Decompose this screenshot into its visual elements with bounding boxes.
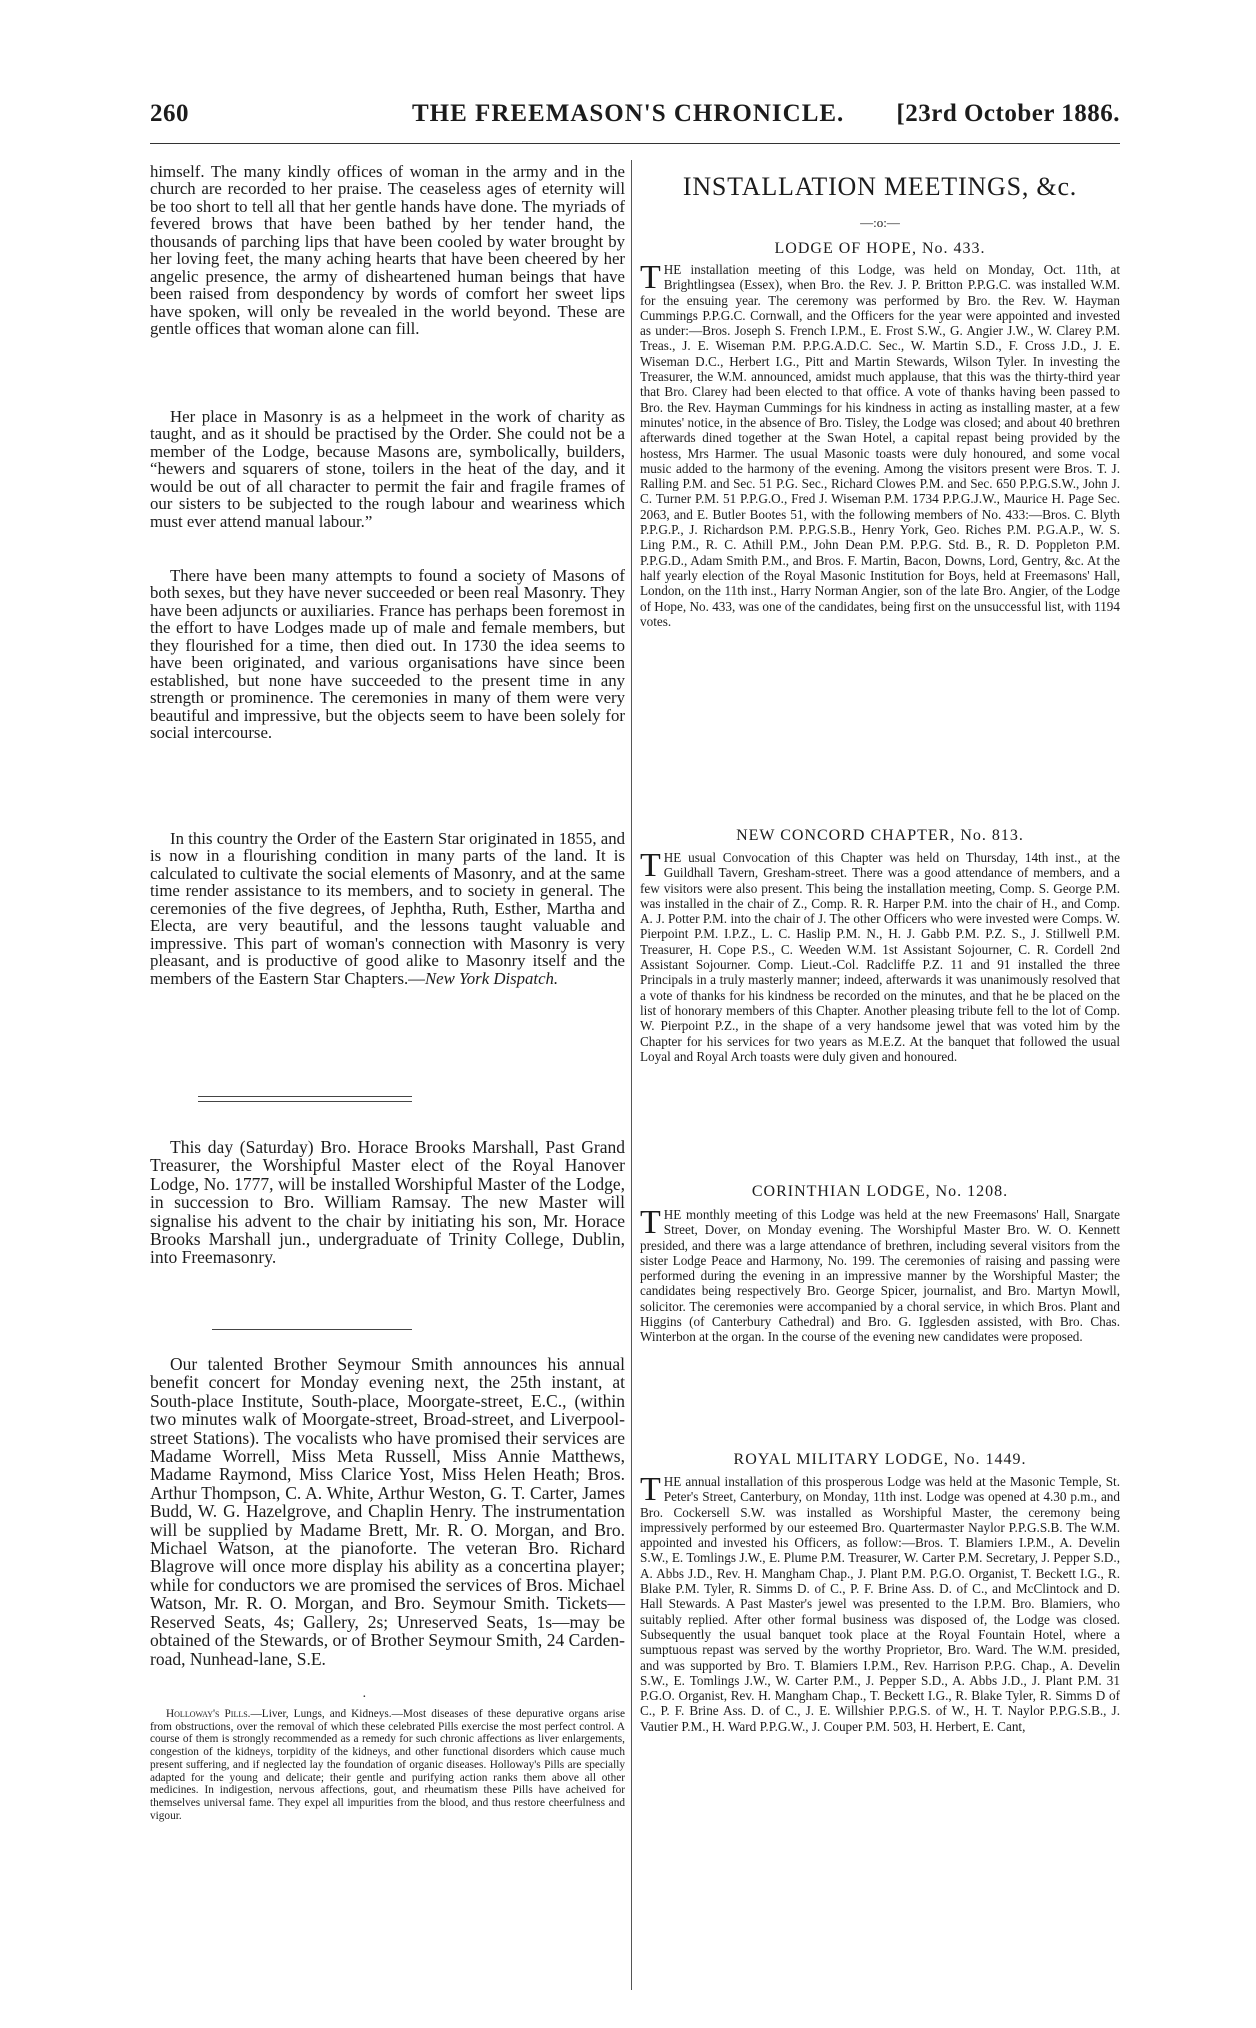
section-heading-royal-military: ROYAL MILITARY LODGE, No. 1449. bbox=[733, 1451, 1027, 1468]
article-source: New York Dispatch. bbox=[424, 968, 559, 988]
article-paragraph-4-text: In this country the Order of the Eastern Star originated in 1855, and is now in a flourishing condition in many parts of the land. It is calculated to cultivate the social elements of Masonry, and at the same time render assistance to its members, and to society in general. The ceremonies of the five degrees, of Jephtha, Ruth, Esther, Martha and Electa, are very beautiful, and the lessons taught valuable and impressive. This part of woman's connection with Masonry is very pleasant, and is productive of good alike to Masonry itself and the members of the Eastern Star Chapters.— bbox=[150, 829, 625, 988]
section-text-new-concord bbox=[640, 847, 1120, 1064]
section-divider-1 bbox=[198, 1096, 412, 1102]
page-header bbox=[150, 100, 1120, 136]
article-paragraph-2: Her place in Masonry is as a helpmeet in the work of charity as taught, and as it should be practised by the Order. She could not be a member of the Lodge, because Masons are, symbolically, builders, “hewers and squarers of stone, toilers in the heat of the day, and it would be out of all character to permit the fair and fragile frames of our sisters to be subjected to the rough labour and weariness which must ever attend manual labour.” bbox=[150, 407, 625, 531]
ornament-mark: · bbox=[362, 1690, 367, 1705]
drop-cap: T bbox=[640, 1204, 661, 1241]
holloway-advert bbox=[150, 1708, 625, 1822]
publication-title: THE FREEMASON'S CHRONICLE. bbox=[412, 100, 845, 127]
header-rule bbox=[150, 143, 1120, 144]
drop-cap: T bbox=[640, 259, 661, 296]
drop-cap: T bbox=[640, 847, 661, 884]
section-body: HE annual installation of this prosperous Lodge was held at the Masonic Temple, St. Peter's Street, Canterbury, on Monday, 11th inst. Lodge was opened at 4.30 p.m., and Bro. Cockersell S.W. was installed as Worshipful Master, the ceremony being impressively performed by our esteemed Bro. Quartermaster Naylor P.P.G.S.B. The W.M. appointed and invested his Officers, as follow:—Bros. T. Blamiers I.P.M., A. Develin S.W., E. Tomlings J.W., E. Plume P.M. Treasurer, W. Carter P.M. Secretary, J. Pepper S.D., A. Abbs J.D., Rev. H. Mangham Chap., J. Plant P.M. P.G.O. Organist, T. Beckett I.G., R. Blake P.M. Tyler, R. Simms D. of C., P. F. Brine Ass. D. of C., and McClintock and D. Hall Stewards. A Past Master's jewel was presented to the I.P.M. Bro. Blamiers, who suitably replied. After other formal business was disposed of, the Lodge was closed. Subsequently the usual banquet took place at the Royal Fountain Hotel, where a sumptuous repast was served by the worthy Proprietor, Bro. Ward. The W.M. presided, and was supported by Bro. T. Blamiers I.P.M., Rev. Harrison P.P.G. Chap., A. Develin S.W., E. Tomlings J.W., W. Carter P.M., J. Pepper S.D., A. Abbs J.D., J. Plant P.M. 31 P.G.O. Organist, Rev. H. Mangham Chap., T. Beckett I.G., R. Blake Tyler, R. Simms D of C., P. F. Brine Ass. D. of C., J. E. Willshier P.P.G.S. of W., H. T. Naylor P.P.G.S.B., J. Vautier P.M., H. Ward P.P.G.W., J. Couper P.M. 503, H. Herbert, E. Cant, bbox=[640, 1474, 1120, 1734]
heading-ornament: —:o:— bbox=[860, 215, 900, 230]
concert-notice: Our talented Brother Seymour Smith announces his annual benefit concert for Monday evening next, the 25th instant, at South-place Institute, South-place, Moorgate-street, E.C., (within two minutes walk of Moorgate-street, Broad-street, and Liverpool-street Stations). The vocalists who have promised their services are Madame Worrell, Miss Meta Russell, Miss Annie Matthews, Madame Raymond, Miss Clarice Yost, Miss Helen Heath; Bros. Arthur Thompson, C. A. White, Arthur Weston, G. T. Carter, James Budd, W. G. Hazelgrove, and Chaplin Henry. The instrumentation will be supplied by Madame Brett, Mr. R. O. Morgan, and Bro. Michael Watson, at the pianoforte. The veteran Bro. Richard Blagrove will once more display his ability as a concertina player; while for conductors we are promised the services of Bros. Michael Watson, Mr. R. O. Morgan, and Bro. Seymour Smith. Tickets—Reserved Seats, 4s; Gallery, 2s; Unreserved Seats, 1s—may be obtained of the Stewards, or of Brother Seymour Smith, 24 Carden-road, Nunhead-lane, S.E. bbox=[150, 1354, 625, 1669]
section-text-lodge-of-hope bbox=[640, 259, 1120, 629]
section-divider-2 bbox=[212, 1329, 412, 1330]
section-text-corinthian bbox=[640, 1204, 1120, 1345]
section-text-royal-military bbox=[640, 1471, 1120, 1734]
drop-cap: T bbox=[640, 1471, 661, 1508]
article-paragraph-1: himself. The many kindly offices of woman in the army and in the church are recorded to her praise. The ceaseless ages of eternity will be too short to tell all that her gentle hands have done. The myriads of fevered brows that have been bathed by her tender hand, the thousands of parching lips that have been cooled by water brought by her loving feet, the many aching hearts that have been cheered by her angelic presence, the army of disheartened human beings that have been raised from despondency by words of comfort her sweet lips have spoken, will only be revealed in the world beyond. These are gentle offices that woman alone can fill. bbox=[150, 162, 625, 339]
section-body: HE usual Convocation of this Chapter was held on Thursday, 14th inst., at the Guildhall Tavern, Gresham-street. There was a good attendance of members, and a few visitors were also present. This being the installation meeting, Comp. S. George P.M. was installed in the chair of Z., Comp. R. R. Harper P.M. into the chair of H., and Comp. A. J. Potter P.M. into the chair of J. The other Officers who were invested were Comps. W. Pierpoint P.M. I.P.Z., L. C. Haslip P.M. N., H. J. Gabb P.M. P.Z. S., J. Stillwell P.M. Treasurer, H. Cope P.S., C. Weeden W.M. 1st Assistant Sojourner, C. R. Cordell 2nd Assistant Sojourner. Comp. Lieut.-Col. Radcliffe P.Z. 11 and 91 installed the three Principals in a truly masterly manner; indeed, afterwards it was unanimously resolved that a vote of thanks for his kindness be recorded on the minutes, and that he be placed on the list of honorary members of this Chapter. Another pleasing tribute fell to the lot of Comp. W. Pierpoint P.Z., in the shape of a very handsome jewel that was voted him by the Chapter for his services for two years as M.E.Z. At the banquet that followed the usual Loyal and Royal Arch toasts were duly given and honoured. bbox=[640, 850, 1120, 1064]
section-heading-new-concord: NEW CONCORD CHAPTER, No. 813. bbox=[736, 827, 1024, 844]
section-heading-lodge-of-hope: LODGE OF HOPE, No. 433. bbox=[774, 240, 986, 257]
section-body: HE monthly meeting of this Lodge was held at the new Freemasons' Hall, Snargate Street, Dover, on Monday evening. The Worshipful Master Bro. W. O. Kennett presided, and there was a large attendance of brethren, including several visitors from the sister Lodge Peace and Harmony, No. 199. The ceremonies of raising and passing were performed during the evening in an impressive manner by the Worshipful Master; the candidates being respectively Bro. George Spicer, journalist, and Bro. Martyn Mowll, solicitor. The ceremonies were accompanied by a choral service, in which Bros. Plant and Higgins (of Canterbury Cathedral) and Bro. G. Igglesden assisted, with Bro. Chas. Winterbon at the organ. In the course of the evening new candidates were proposed. bbox=[640, 1207, 1120, 1345]
column-divider bbox=[631, 160, 632, 1990]
marshall-notice: This day (Saturday) Bro. Horace Brooks Marshall, Past Grand Treasurer, the Worshipful Master elect of the Royal Hanover Lodge, No. 1777, will be installed Worshipful Master of the Lodge, in succession to Bro. William Ramsay. The new Master will signalise his advent to the chair by initiating his son, Mr. Horace Brooks Marshall jun., undergraduate of Trinity College, Dublin, into Freemasonry. bbox=[150, 1137, 625, 1268]
advert-text: —Liver, Lungs, and Kidneys.—Most diseases of these depurative organs arise from obstructions, over the removal of which these celebrated Pills exercise the most perfect control. A course of them is strongly recommended as a remedy for such chronic affections as liver enlargements, congestion of the kidneys, torpidity of the kidneys, and other functional disorders which cause much present suffering, and if neglected lay the foundation of organic diseases. Holloway's Pills are specially adapted for the young and delicate; their gentle and purifying action ranks them above all other medicines. In indigestion, nervous affections, gout, and rheumatism these Pills have acheived for themselves universal fame. They expel all impurities from the blood, and thus restore cheerfulness and vigour. bbox=[150, 1708, 625, 1822]
page-number: 260 bbox=[150, 100, 189, 127]
installation-heading: INSTALLATION MEETINGS, &c. bbox=[682, 172, 1078, 201]
advert-heading: Holloway's Pills. bbox=[166, 1708, 251, 1720]
article-paragraph-4 bbox=[150, 830, 625, 987]
issue-date: [23rd October 1886. bbox=[896, 100, 1120, 127]
article-paragraph-3: There have been many attempts to found a society of Masons of both sexes, but they have never succeeded or been real Masonry. They have been adjuncts or auxiliaries. France has perhaps been foremost in the effort to have Lodges made up of male and female members, but they flourished for a time, then died out. In 1730 the idea seems to have been originated, and various organisations have since been established, but none have succeeded to the present time in any strength or prominence. The ceremonies in many of them were very beautiful and impressive, but the objects seem to have been solely for social intercourse. bbox=[150, 566, 625, 743]
section-heading-corinthian: CORINTHIAN LODGE, No. 1208. bbox=[751, 1183, 1009, 1200]
section-body: HE installation meeting of this Lodge, was held on Monday, Oct. 11th, at Brightlingsea (Essex), when Bro. the Rev. J. P. Britton P.P.G.C. was installed W.M. for the ensuing year. The ceremony was performed by Bro. the Rev. W. Hayman Cummings P.P.G.C. Cornwall, and the Officers for the year were appointed and invested as under:—Bros. Joseph S. French I.P.M., E. Frost S.W., G. Angier J.W., W. Clarey P.M. Treas., J. E. Wiseman P.M. P.P.G.A.D.C. Sec., W. Martin S.D., F. Cross J.D., J. E. Wiseman D.C., Herbert I.G., Pitt and Martin Stewards, Wilson Tyler. In investing the Treasurer, the W.M. announced, amidst much applause, that this was the thirty-third year that Bro. Clarey had been elected to that office. A vote of thanks having been passed to Bro. the Rev. Hayman Cummings for his kindness in acting as installing master, at a few minutes' notice, in the absence of Bro. Tisley, the Lodge was closed; and about 40 brethren afterwards dined together at the Swan Hotel, a capital repast being provided by the hostess, Mrs Harmer. The usual Masonic toasts were duly honoured, and some vocal music added to the harmony of the evening. Among the visitors present were Bros. T. J. Ralling P.M. and Sec. 51 P.G. Sec., Richard Clowes P.M. and Sec. 650 P.P.G.S.W., John J. C. Turner P.M. 51 P.P.G.O., Fred J. Wiseman P.M. 1734 P.P.G.J.W., Maurice H. Page Sec. 2063, and E. Butler Bootes 51, with the following members of No. 433:—Bros. C. Blyth P.P.G.P., J. Richardson P.M. P.P.G.S.B., Henry York, Geo. Riches P.M. P.G.A.P., W. S. Ling P.M., R. C. Athill P.M., John Dean P.M. P.P.G. Std. B., R. D. Poppleton P.M. P.P.G.D., Adam Smith P.M., and Bros. F. Martin, Bacon, Downs, Lord, Gentry, &c. At the half yearly election of the Royal Masonic Institution for Boys, held at Freemasons' Hall, London, on the 11th inst., Harry Norman Angier, son of the late Bro. Angier, of the Lodge of Hope, No. 433, was one of the candidates, being first on the unsuccessful list, with 1194 votes. bbox=[640, 262, 1120, 629]
